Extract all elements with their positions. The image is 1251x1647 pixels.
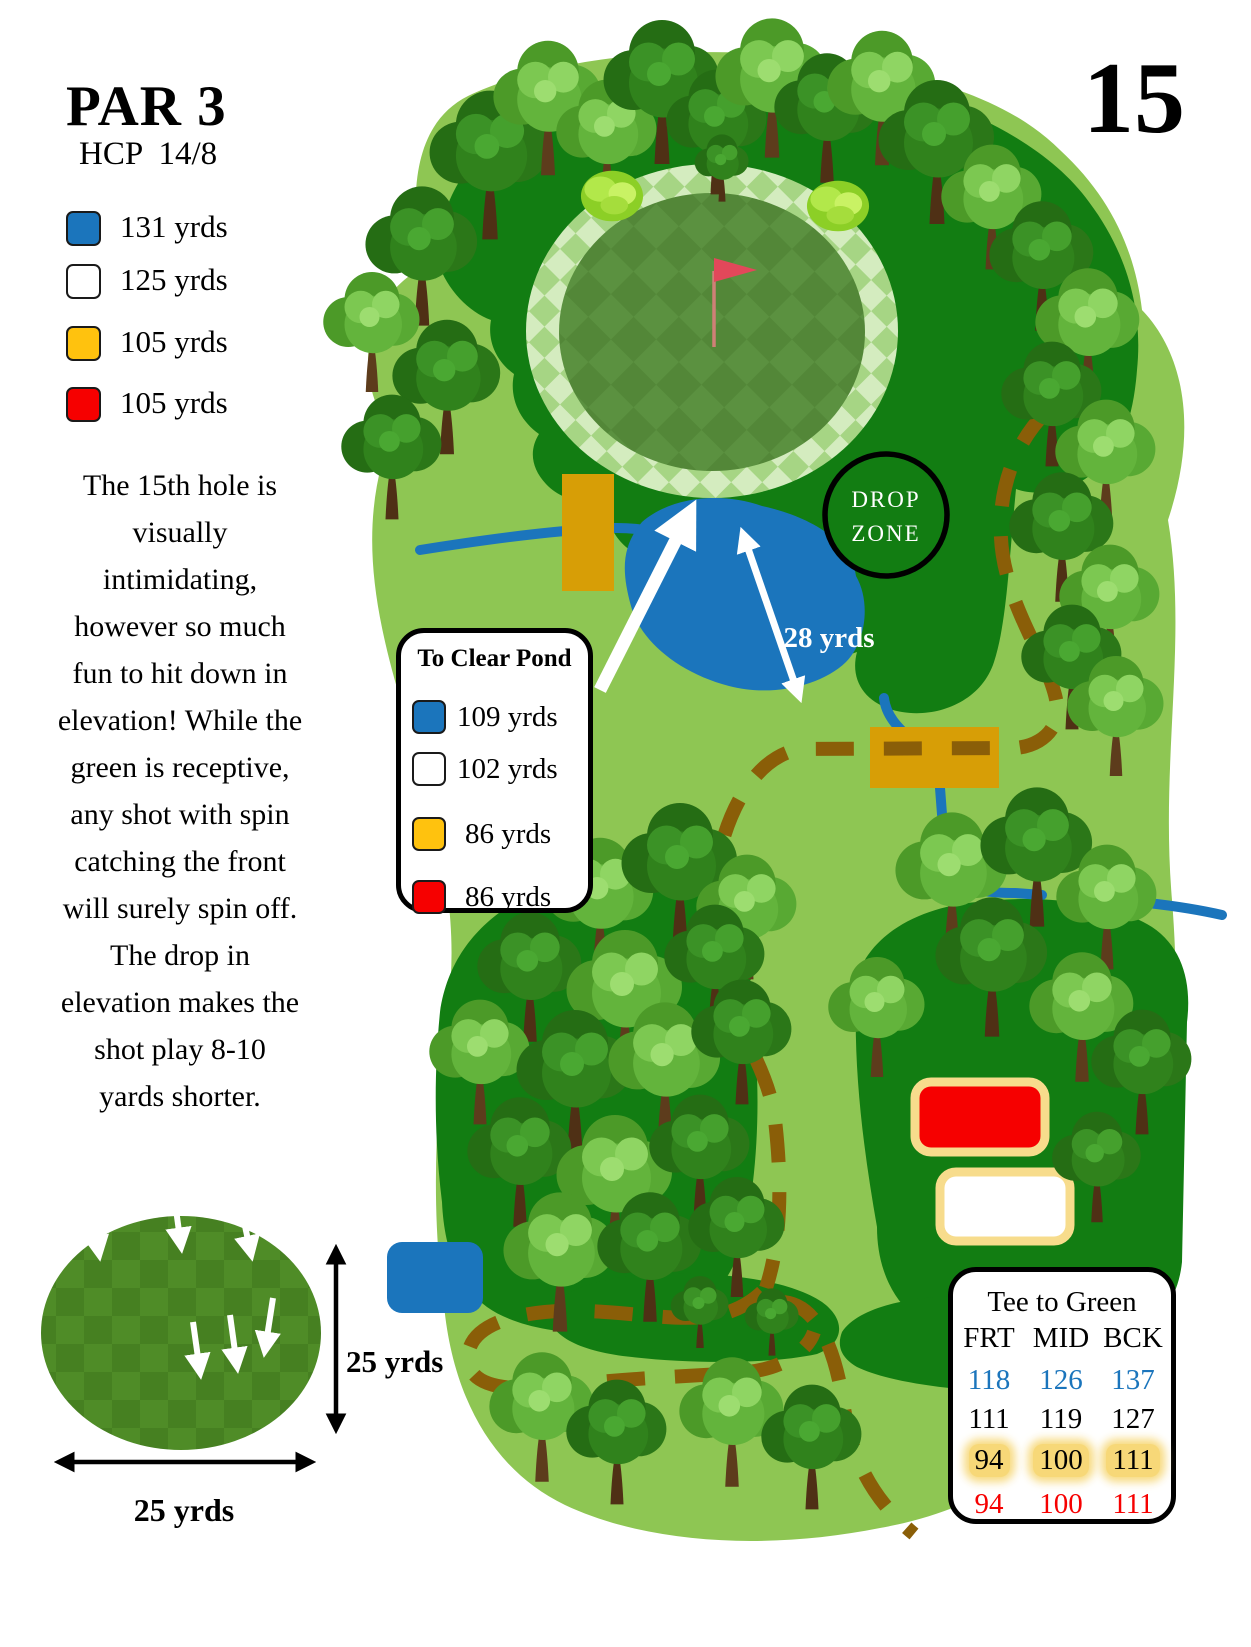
white-tee-chip: [412, 752, 446, 786]
highlighted-yardage: 94: [969, 1444, 1010, 1477]
description-line: shot play 8-10: [94, 1033, 266, 1066]
tee-box-blue: [387, 1242, 483, 1313]
green-detail-inset: [41, 1202, 443, 1528]
hole-number: 15: [1083, 42, 1185, 155]
yardage-value: 111: [1112, 1488, 1154, 1520]
column-header-frt: FRT: [963, 1322, 1015, 1354]
pond-carry-label: 28 yrds: [783, 622, 875, 654]
yardage-row-blue: [953, 1364, 1171, 1398]
description-line: The 15th hole is: [82, 469, 278, 502]
drop-zone-label-line1: DROP: [851, 487, 921, 512]
to-clear-pond-box: [396, 628, 593, 913]
yardage-row-gold: [953, 1444, 1171, 1478]
description-line: yards shorter.: [99, 1080, 261, 1113]
yardage-value: 111: [968, 1403, 1010, 1435]
description-line: The drop in: [110, 939, 250, 972]
blue-tee-chip: [412, 700, 446, 734]
tee-legend-row-blue: [66, 209, 228, 245]
red-carry-yardage: 86 yrds: [465, 881, 552, 913]
bridge: [870, 727, 999, 788]
handicap-label: HCP 14/8: [79, 136, 218, 172]
description-line: fun to hit down in: [72, 657, 288, 690]
to-clear-pond-title: To Clear Pond: [417, 645, 572, 672]
yardage-row-red: [953, 1488, 1171, 1522]
gold-carry-yardage: 86 yrds: [465, 818, 552, 850]
yardage-value: 127: [1111, 1403, 1155, 1435]
description-line: visually: [132, 516, 228, 549]
gold-tee-chip: [66, 326, 101, 361]
description-line: catching the front: [74, 845, 286, 878]
yardage-value: 94: [974, 1488, 1004, 1520]
inset-width-label: 25 yrds: [133, 1492, 235, 1528]
blue-tee-yardage: 131 yrds: [120, 209, 228, 244]
white-carry-yardage: 102 yrds: [457, 753, 558, 785]
description-line: intimidating,: [102, 563, 258, 596]
inset-height-label: 25 yrds: [346, 1344, 444, 1379]
putting-green: [559, 193, 865, 471]
blue-tee-chip: [66, 211, 101, 246]
description-line: however so much: [74, 610, 286, 643]
column-header-mid: MID: [1032, 1322, 1090, 1354]
par-heading: PAR 3: [66, 75, 227, 138]
yardage-row-white: [953, 1403, 1171, 1437]
red-tee-chip: [412, 880, 446, 914]
tee-legend-row-red: [66, 385, 228, 421]
yardage-value: [955, 1444, 1023, 1477]
highlighted-yardage: 100: [1033, 1444, 1089, 1477]
yardage-value: [1027, 1444, 1095, 1477]
description-line: any shot with spin: [70, 798, 290, 831]
drop-zone-label-line2: ZONE: [851, 521, 921, 546]
tee-box-red: [915, 1082, 1045, 1152]
yardage-value: 100: [1039, 1488, 1083, 1520]
drop-zone: [825, 454, 947, 576]
description-line: will surely spin off.: [62, 892, 298, 925]
tee-to-green-header-row: [953, 1322, 1171, 1356]
hole-description: [12, 462, 348, 1120]
white-tee-yardage: 125 yrds: [120, 262, 228, 297]
column-header-bck: BCK: [1103, 1322, 1163, 1354]
blue-carry-yardage: 109 yrds: [457, 701, 558, 733]
red-tee-yardage: 105 yrds: [120, 385, 228, 420]
yardage-value: 126: [1039, 1364, 1083, 1396]
gold-tee-yardage: 105 yrds: [120, 324, 228, 359]
yardage-value: [1099, 1444, 1167, 1477]
yardage-value: 119: [1039, 1403, 1083, 1435]
tee-to-green-box: [948, 1267, 1176, 1524]
yardage-value: 137: [1111, 1364, 1155, 1396]
description-line: green is receptive,: [70, 751, 290, 784]
white-tee-chip: [66, 264, 101, 299]
red-tee-chip: [66, 387, 101, 422]
tee-to-green-title: Tee to Green: [987, 1286, 1137, 1318]
tee-legend-row-white: [66, 262, 228, 298]
bunker-left: [562, 474, 614, 591]
tee-legend-row-gold: [66, 324, 228, 360]
description-line: elevation! While the: [57, 704, 303, 737]
yardage-value: 118: [967, 1364, 1011, 1396]
description-line: elevation makes the: [60, 986, 300, 1019]
gold-tee-chip: [412, 817, 446, 851]
tee-box-white: [940, 1172, 1070, 1241]
highlighted-yardage: 111: [1106, 1444, 1159, 1477]
